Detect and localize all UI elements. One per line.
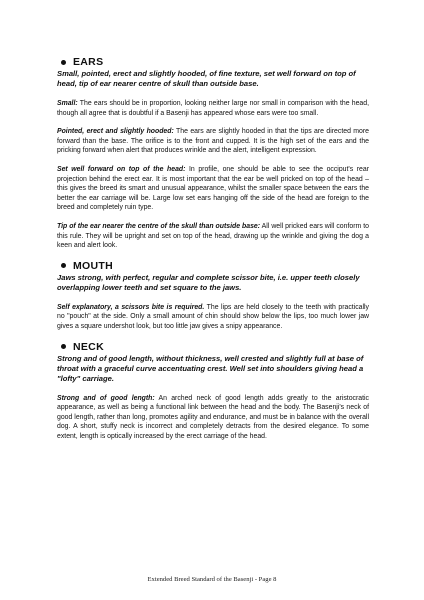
- bullet-icon: [61, 263, 66, 268]
- bullet-icon: [61, 60, 66, 65]
- page-footer: Extended Breed Standard of the Basenji - Page 8: [147, 576, 277, 583]
- standard-text: Jaws strong, with perfect, regular and complete scissor bite, i.e. upper teeth closely overlapping lower teeth and set square to the jaws.: [57, 272, 360, 292]
- paragraph-body: All well pricked ears will conform to this rule. They will be upright and set on top of the head, drawing up the wrinkle and giving the dog a keen and alert look.: [57, 222, 370, 250]
- paragraph: [57, 165, 369, 213]
- section-title: EARS: [73, 56, 104, 68]
- paragraph-lead: Set well forward on top of the head:: [57, 165, 186, 173]
- paragraph: [57, 99, 369, 118]
- paragraph-lead: Tip of the ear nearer the centre of the skull than outside base:: [57, 222, 261, 230]
- paragraph-body: An arched neck of good length adds greatly to the aristocratic appearance, as well as being a functional link between the head and the body. The Basenji's neck of good length, rather than long, promotes agility and endurance, and must be in balance with the overall dog. A short, stuffy neck is incorrect and completely detracts from the desired elegance. To some extent, length is optically increased by the erect carriage of the head.: [57, 394, 370, 440]
- section-title: NECK: [73, 340, 104, 353]
- paragraph: [57, 303, 369, 332]
- paragraph: [57, 222, 369, 251]
- paragraph: [57, 127, 369, 156]
- paragraph-body: The lips are held closely to the teeth with practically no "pouch" at the side. Only a small amount of chin should show below the lips, too much lower jaw gives a square undershot look, but too little jaw gives a snipy appearance.: [57, 303, 369, 330]
- paragraph: [57, 394, 369, 442]
- paragraph-lead: Strong and of good length:: [57, 394, 155, 402]
- paragraph-body: In profile, one should be able to see the occiput's rear projection behind the erect ear. It is most important that the ear be well pricked on top of the head – this gives the breed its smart and unusual appearance, whilst the smaller space between the ears the better the ear carriage will be. Large low set ears hanging off the side of the head are foreign to the breed and completely ruin type.: [57, 165, 370, 212]
- bullet-icon: [61, 344, 66, 349]
- paragraph-body: The ears should be in proportion, looking neither large nor small in comparison with the head, though all agree that is doubtful if a Basenji has appeared whose ears were too small.: [57, 100, 369, 117]
- standard-text: Strong and of good length, without thickness, well crested and slightly full at base of throat with a graceful curve accentuating crest. Well set into shoulders giving head a "lofty" carriage.: [57, 353, 364, 383]
- section-heading-mouth: [57, 260, 369, 272]
- section-heading-ears: [57, 56, 369, 68]
- paragraph-lead: Small:: [57, 100, 78, 107]
- section-heading-neck: [57, 341, 369, 353]
- paragraph-lead: Pointed, erect and slightly hooded:: [57, 128, 174, 136]
- section-title: MOUTH: [73, 259, 113, 272]
- paragraph-lead: Self explanatory, a scissors bite is required.: [57, 303, 205, 311]
- document-page: [57, 56, 369, 450]
- paragraph-body: The ears are slightly hooded in that the tips are directed more forward than the base. The orifice is to the front and cupped. It is the high set of the ears and the pricking forward when alert that produces wrinkle and the alert, intelligent expression.: [57, 128, 369, 155]
- standard-text: Small, pointed, erect and slightly hooded, of fine texture, set well forward on top of head, tip of ear nearer centre of skull than outside base.: [57, 69, 356, 88]
